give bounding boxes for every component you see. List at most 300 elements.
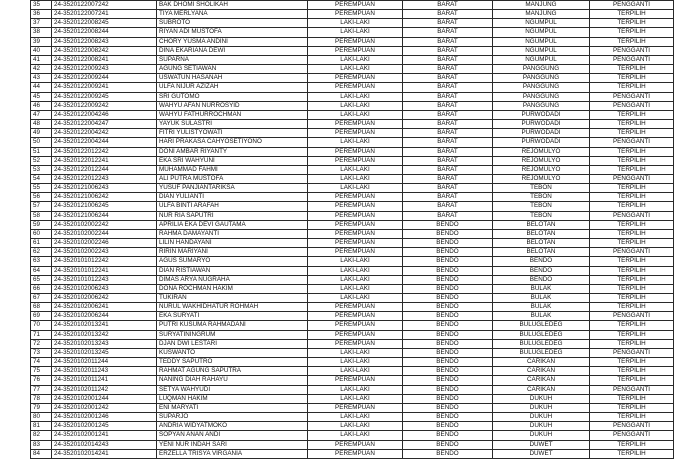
candidate-name: ULFA BINTI ARAFAH (157, 202, 308, 211)
registration-number: 24-3520121006244 (52, 211, 157, 220)
table-row (31, 174, 674, 183)
candidate-name: PUTRI KUSUMA RAHMADANI (157, 321, 308, 330)
village-cell: BELOTAN (493, 229, 590, 238)
district-cell: BARAT (403, 37, 493, 46)
district-cell: BARAT (403, 28, 493, 37)
table-row (31, 358, 674, 367)
registration-number: 24-3520102006242 (52, 294, 157, 303)
district-cell: BENDO (403, 449, 493, 458)
status-cell: TERPILIH (590, 339, 674, 348)
row-number: 84 (31, 449, 52, 458)
status-cell: TERPILIH (590, 303, 674, 312)
district-cell: BENDO (403, 239, 493, 248)
row-number: 53 (31, 165, 52, 174)
gender-cell: LAKI-LAKI (308, 28, 403, 37)
registration-number: 24-3520122004246 (52, 110, 157, 119)
candidate-name: FITRI YULISTYOWATI (157, 129, 308, 138)
district-cell: BENDO (403, 367, 493, 376)
registration-number: 24-3520122009244 (52, 74, 157, 83)
table-row (31, 74, 674, 83)
gender-cell: PEREMPUAN (308, 129, 403, 138)
status-cell: TERPILIH (590, 65, 674, 74)
row-number: 80 (31, 413, 52, 422)
district-cell: BARAT (403, 83, 493, 92)
district-cell: BENDO (403, 275, 493, 284)
status-cell: TERPILIH (590, 330, 674, 339)
status-cell: TERPILIH (590, 440, 674, 449)
table-row (31, 37, 674, 46)
district-cell: BARAT (403, 46, 493, 55)
village-cell: CARIKAN (493, 385, 590, 394)
village-cell: BENDO (493, 266, 590, 275)
table-row (31, 330, 674, 339)
district-cell: BARAT (403, 74, 493, 83)
registration-number: 24-3520102014241 (52, 449, 157, 458)
status-cell: TERPILIH (590, 367, 674, 376)
table-row (31, 394, 674, 403)
district-cell: BENDO (403, 394, 493, 403)
village-cell: CARIKAN (493, 367, 590, 376)
district-cell: BARAT (403, 129, 493, 138)
district-cell: BARAT (403, 120, 493, 129)
candidate-name: LUQMAN HAKIM (157, 394, 308, 403)
village-cell: PANGGUNG (493, 65, 590, 74)
candidate-table-body (31, 1, 674, 459)
registration-number: 24-3520122012243 (52, 174, 157, 183)
village-cell: BULAK (493, 284, 590, 293)
village-cell: BULAK (493, 303, 590, 312)
district-cell: BENDO (403, 266, 493, 275)
registration-number: 24-3520122004247 (52, 120, 157, 129)
table-row (31, 65, 674, 74)
district-cell: BARAT (403, 138, 493, 147)
row-number: 44 (31, 83, 52, 92)
registration-number: 24-3520101012243 (52, 275, 157, 284)
table-row (31, 367, 674, 376)
row-number: 75 (31, 367, 52, 376)
village-cell: PURWODADI (493, 129, 590, 138)
table-row (31, 28, 674, 37)
candidate-name: MUHAMMAD FAHMI (157, 165, 308, 174)
row-number: 38 (31, 28, 52, 37)
registration-number: 24-3520102001244 (52, 394, 157, 403)
status-cell: TERPILIH (590, 74, 674, 83)
gender-cell: LAKI-LAKI (308, 294, 403, 303)
table-row (31, 403, 674, 412)
row-number: 45 (31, 92, 52, 101)
registration-number: 24-3520122009245 (52, 92, 157, 101)
registration-number: 24-3520122008244 (52, 28, 157, 37)
gender-cell: PEREMPUAN (308, 339, 403, 348)
table-row (31, 110, 674, 119)
candidate-name: APRILIA EKA DEVI GAUTAMA (157, 220, 308, 229)
row-number: 47 (31, 110, 52, 119)
gender-cell: PEREMPUAN (308, 202, 403, 211)
gender-cell: LAKI-LAKI (308, 165, 403, 174)
candidate-name: YUSUF PANJIANTARIKSA (157, 184, 308, 193)
table-row (31, 339, 674, 348)
candidate-name: YAYUK SULASTRI (157, 120, 308, 129)
candidate-name: NURUL WAKHIDHATUR ROHMAH (157, 303, 308, 312)
registration-number: 24-3520122012242 (52, 147, 157, 156)
candidate-name: NUR RIA SAPUTRI (157, 211, 308, 220)
candidate-name: DIMAS ARYA NUGRAHA (157, 275, 308, 284)
status-cell: PENGGANTI (590, 248, 674, 257)
district-cell: BENDO (403, 248, 493, 257)
candidate-name: YENI NUR INDAH SARI (157, 440, 308, 449)
registration-number: 24-3520101012241 (52, 266, 157, 275)
gender-cell: LAKI-LAKI (308, 385, 403, 394)
row-number: 50 (31, 138, 52, 147)
village-cell: REJOMULYO (493, 156, 590, 165)
district-cell: BARAT (403, 211, 493, 220)
status-cell: PENGGANTI (590, 138, 674, 147)
village-cell: REJOMULYO (493, 147, 590, 156)
district-cell: BENDO (403, 312, 493, 321)
status-cell: TERPILIH (590, 394, 674, 403)
district-cell: BENDO (403, 330, 493, 339)
district-cell: BENDO (403, 257, 493, 266)
gender-cell: LAKI-LAKI (308, 110, 403, 119)
status-cell: TERPILIH (590, 19, 674, 28)
candidate-name: ULFA NIJUR AZIZAH (157, 83, 308, 92)
village-cell: BELOTAN (493, 220, 590, 229)
status-cell: PENGGANTI (590, 92, 674, 101)
village-cell: BENDO (493, 275, 590, 284)
status-cell: TERPILIH (590, 229, 674, 238)
village-cell: REJOMULYO (493, 165, 590, 174)
registration-number: 24-3520122012244 (52, 165, 157, 174)
candidate-name: EKA SURYATI (157, 312, 308, 321)
gender-cell: LAKI-LAKI (308, 184, 403, 193)
table-row (31, 120, 674, 129)
district-cell: BARAT (403, 110, 493, 119)
gender-cell: PEREMPUAN (308, 156, 403, 165)
candidate-name: TUKIRAN (157, 294, 308, 303)
candidate-name: USWATUN HASANAH (157, 74, 308, 83)
row-number: 76 (31, 376, 52, 385)
row-number: 64 (31, 266, 52, 275)
status-cell: PENGGANTI (590, 348, 674, 357)
candidate-name: RAHMAT AGUNG SAPUTRA (157, 367, 308, 376)
status-cell: TERPILIH (590, 83, 674, 92)
village-cell: TEBON (493, 184, 590, 193)
district-cell: BENDO (403, 403, 493, 412)
row-number: 40 (31, 46, 52, 55)
village-cell: NGUMPUL (493, 55, 590, 64)
table-row (31, 46, 674, 55)
village-cell: BULUGLEDEG (493, 321, 590, 330)
candidate-name: SOPYAN ANAN ANDI (157, 431, 308, 440)
table-row (31, 193, 674, 202)
row-number: 59 (31, 220, 52, 229)
gender-cell: PEREMPUAN (308, 312, 403, 321)
village-cell: DUKUH (493, 394, 590, 403)
gender-cell: LAKI-LAKI (308, 257, 403, 266)
gender-cell: PEREMPUAN (308, 74, 403, 83)
village-cell: DUKUH (493, 431, 590, 440)
gender-cell: PEREMPUAN (308, 83, 403, 92)
table-row (31, 1, 674, 10)
registration-number: 24-3520102014243 (52, 440, 157, 449)
row-number: 62 (31, 248, 52, 257)
registration-number: 24-3520102013243 (52, 339, 157, 348)
village-cell: NGUMPUL (493, 28, 590, 37)
village-cell: TEBON (493, 211, 590, 220)
district-cell: BENDO (403, 220, 493, 229)
gender-cell: PEREMPUAN (308, 321, 403, 330)
table-row (31, 220, 674, 229)
table-row (31, 440, 674, 449)
gender-cell: PEREMPUAN (308, 403, 403, 412)
gender-cell: PEREMPUAN (308, 147, 403, 156)
village-cell: BELOTAN (493, 239, 590, 248)
table-row (31, 275, 674, 284)
district-cell: BENDO (403, 413, 493, 422)
row-number: 74 (31, 358, 52, 367)
gender-cell: PEREMPUAN (308, 229, 403, 238)
status-cell: TERPILIH (590, 275, 674, 284)
candidate-name: ALI PUTRA MUSTOFA (157, 174, 308, 183)
registration-number: 24-3520122012241 (52, 156, 157, 165)
table-row (31, 211, 674, 220)
registration-number: 24-3520102011244 (52, 358, 157, 367)
village-cell: PANGGUNG (493, 92, 590, 101)
gender-cell: LAKI-LAKI (308, 138, 403, 147)
table-row (31, 413, 674, 422)
district-cell: BENDO (403, 385, 493, 394)
candidate-name: CHORY YUSMA ANDINI (157, 37, 308, 46)
row-number: 67 (31, 294, 52, 303)
candidate-name: SUPARNA (157, 55, 308, 64)
row-number: 73 (31, 348, 52, 357)
candidate-name: DONA ROCHMAN HAKIM (157, 284, 308, 293)
candidate-name: SUBROTO (157, 19, 308, 28)
district-cell: BARAT (403, 147, 493, 156)
candidate-name: WAHYU AFAN NURROSYID (157, 101, 308, 110)
row-number: 70 (31, 321, 52, 330)
district-cell: BARAT (403, 193, 493, 202)
gender-cell: LAKI-LAKI (308, 65, 403, 74)
district-cell: BARAT (403, 55, 493, 64)
village-cell: BENDO (493, 257, 590, 266)
status-cell: TERPILIH (590, 156, 674, 165)
gender-cell: PEREMPUAN (308, 37, 403, 46)
candidate-name: EKA SRI WAHYUNI (157, 156, 308, 165)
row-number: 71 (31, 330, 52, 339)
status-cell: PENGGANTI (590, 46, 674, 55)
status-cell: TERPILIH (590, 10, 674, 19)
gender-cell: PEREMPUAN (308, 376, 403, 385)
registration-number: 24-3520102001245 (52, 422, 157, 431)
status-cell: TERPILIH (590, 266, 674, 275)
village-cell: BULUGLEDEG (493, 330, 590, 339)
status-cell: TERPILIH (590, 284, 674, 293)
row-number: 35 (31, 1, 52, 10)
row-number: 55 (31, 184, 52, 193)
gender-cell: LAKI-LAKI (308, 275, 403, 284)
status-cell: TERPILIH (590, 358, 674, 367)
registration-number: 24-3520122008243 (52, 37, 157, 46)
status-cell: TERPILIH (590, 120, 674, 129)
candidate-name: DIAN YULIANTI (157, 193, 308, 202)
village-cell: BULAK (493, 312, 590, 321)
candidate-name: SRI GUTOMO (157, 92, 308, 101)
village-cell: PURWODADI (493, 110, 590, 119)
village-cell: MANJUNG (493, 10, 590, 19)
gender-cell: LAKI-LAKI (308, 101, 403, 110)
gender-cell: PEREMPUAN (308, 303, 403, 312)
table-row (31, 248, 674, 257)
table-row (31, 321, 674, 330)
village-cell: DUKUH (493, 413, 590, 422)
gender-cell: PEREMPUAN (308, 193, 403, 202)
candidate-name: DONI AMBAR RIYANTY (157, 147, 308, 156)
table-row (31, 422, 674, 431)
table-row (31, 294, 674, 303)
row-number: 60 (31, 229, 52, 238)
status-cell: PENGGANTI (590, 174, 674, 183)
row-number: 79 (31, 403, 52, 412)
district-cell: BARAT (403, 10, 493, 19)
table-row (31, 266, 674, 275)
status-cell: TERPILIH (590, 193, 674, 202)
gender-cell: PEREMPUAN (308, 239, 403, 248)
table-row (31, 55, 674, 64)
candidate-name: HARI PRAKASA CAHYOSETIYONO (157, 138, 308, 147)
gender-cell: LAKI-LAKI (308, 19, 403, 28)
village-cell: PANGGUNG (493, 101, 590, 110)
registration-number: 24-3520121006243 (52, 184, 157, 193)
status-cell: TERPILIH (590, 147, 674, 156)
registration-number: 24-3520102011243 (52, 367, 157, 376)
village-cell: PANGGUNG (493, 83, 590, 92)
table-row (31, 284, 674, 293)
gender-cell: LAKI-LAKI (308, 358, 403, 367)
table-row (31, 348, 674, 357)
registration-number: 24-3520102013245 (52, 348, 157, 357)
status-cell: PENGGANTI (590, 55, 674, 64)
gender-cell: LAKI-LAKI (308, 174, 403, 183)
status-cell: TERPILIH (590, 239, 674, 248)
district-cell: BARAT (403, 1, 493, 10)
status-cell: TERPILIH (590, 294, 674, 303)
row-number: 39 (31, 37, 52, 46)
table-row (31, 449, 674, 458)
table-row (31, 303, 674, 312)
status-cell: TERPILIH (590, 321, 674, 330)
status-cell: PENGGANTI (590, 422, 674, 431)
registration-number: 24-3520122009241 (52, 83, 157, 92)
registration-number: 24-3520122007242 (52, 1, 157, 10)
row-number: 69 (31, 312, 52, 321)
village-cell: PURWODADI (493, 138, 590, 147)
gender-cell: PEREMPUAN (308, 440, 403, 449)
registration-number: 24-3520102002244 (52, 229, 157, 238)
gender-cell: PEREMPUAN (308, 211, 403, 220)
table-row (31, 147, 674, 156)
row-number: 41 (31, 55, 52, 64)
registration-number: 24-3520102002243 (52, 248, 157, 257)
district-cell: BENDO (403, 303, 493, 312)
candidate-name: SURYATININGRUM (157, 330, 308, 339)
candidate-name: ERZELLA TRISYA VIRGANIA (157, 449, 308, 458)
village-cell: DUKUH (493, 403, 590, 412)
registration-number: 24-3520122008245 (52, 19, 157, 28)
district-cell: BARAT (403, 92, 493, 101)
gender-cell: PEREMPUAN (308, 248, 403, 257)
candidate-name: KUSWANTO (157, 348, 308, 357)
status-cell: PENGGANTI (590, 431, 674, 440)
registration-number: 24-3520122004244 (52, 138, 157, 147)
table-row (31, 312, 674, 321)
row-number: 56 (31, 193, 52, 202)
district-cell: BARAT (403, 174, 493, 183)
table-row (31, 385, 674, 394)
candidate-name: WAHYU FATHURROCHMAN (157, 110, 308, 119)
village-cell: NGUMPUL (493, 37, 590, 46)
status-cell: TERPILIH (590, 257, 674, 266)
registration-number: 24-3520102006241 (52, 303, 157, 312)
gender-cell: LAKI-LAKI (308, 266, 403, 275)
candidate-name: TIYA MERLYANA (157, 10, 308, 19)
village-cell: PANGGUNG (493, 74, 590, 83)
village-cell: DUKUH (493, 422, 590, 431)
registration-number: 24-3520122009242 (52, 101, 157, 110)
table-row (31, 257, 674, 266)
district-cell: BARAT (403, 65, 493, 74)
table-row (31, 83, 674, 92)
table-row (31, 19, 674, 28)
candidate-name: SUPARJO (157, 413, 308, 422)
district-cell: BENDO (403, 440, 493, 449)
candidate-name: LILIN HANDAYANI (157, 239, 308, 248)
candidate-name: ANDRIA WIDYATMOKO (157, 422, 308, 431)
candidate-name: ENI MARYATI (157, 403, 308, 412)
gender-cell: PEREMPUAN (308, 46, 403, 55)
district-cell: BENDO (403, 294, 493, 303)
village-cell: DUWET (493, 440, 590, 449)
row-number: 77 (31, 385, 52, 394)
district-cell: BENDO (403, 284, 493, 293)
status-cell: TERPILIH (590, 220, 674, 229)
status-cell: TERPILIH (590, 28, 674, 37)
status-cell: TERPILIH (590, 449, 674, 458)
table-row (31, 184, 674, 193)
row-number: 49 (31, 129, 52, 138)
status-cell: TERPILIH (590, 165, 674, 174)
district-cell: BENDO (403, 229, 493, 238)
district-cell: BENDO (403, 348, 493, 357)
candidate-name: DJAN DWI LESTARI (157, 339, 308, 348)
registration-number: 24-3520101012242 (52, 257, 157, 266)
village-cell: BULUGLEDEG (493, 339, 590, 348)
gender-cell: PEREMPUAN (308, 1, 403, 10)
district-cell: BENDO (403, 339, 493, 348)
registration-number: 24-3520102006244 (52, 312, 157, 321)
table-row (31, 10, 674, 19)
village-cell: NGUMPUL (493, 46, 590, 55)
row-number: 65 (31, 275, 52, 284)
district-cell: BARAT (403, 156, 493, 165)
gender-cell: LAKI-LAKI (308, 367, 403, 376)
candidate-table (30, 0, 674, 459)
row-number: 68 (31, 303, 52, 312)
registration-number: 24-3520121006245 (52, 202, 157, 211)
candidate-name: RIRIN MARIYANI (157, 248, 308, 257)
registration-number: 24-3520121006242 (52, 193, 157, 202)
village-cell: MANJUNG (493, 1, 590, 10)
